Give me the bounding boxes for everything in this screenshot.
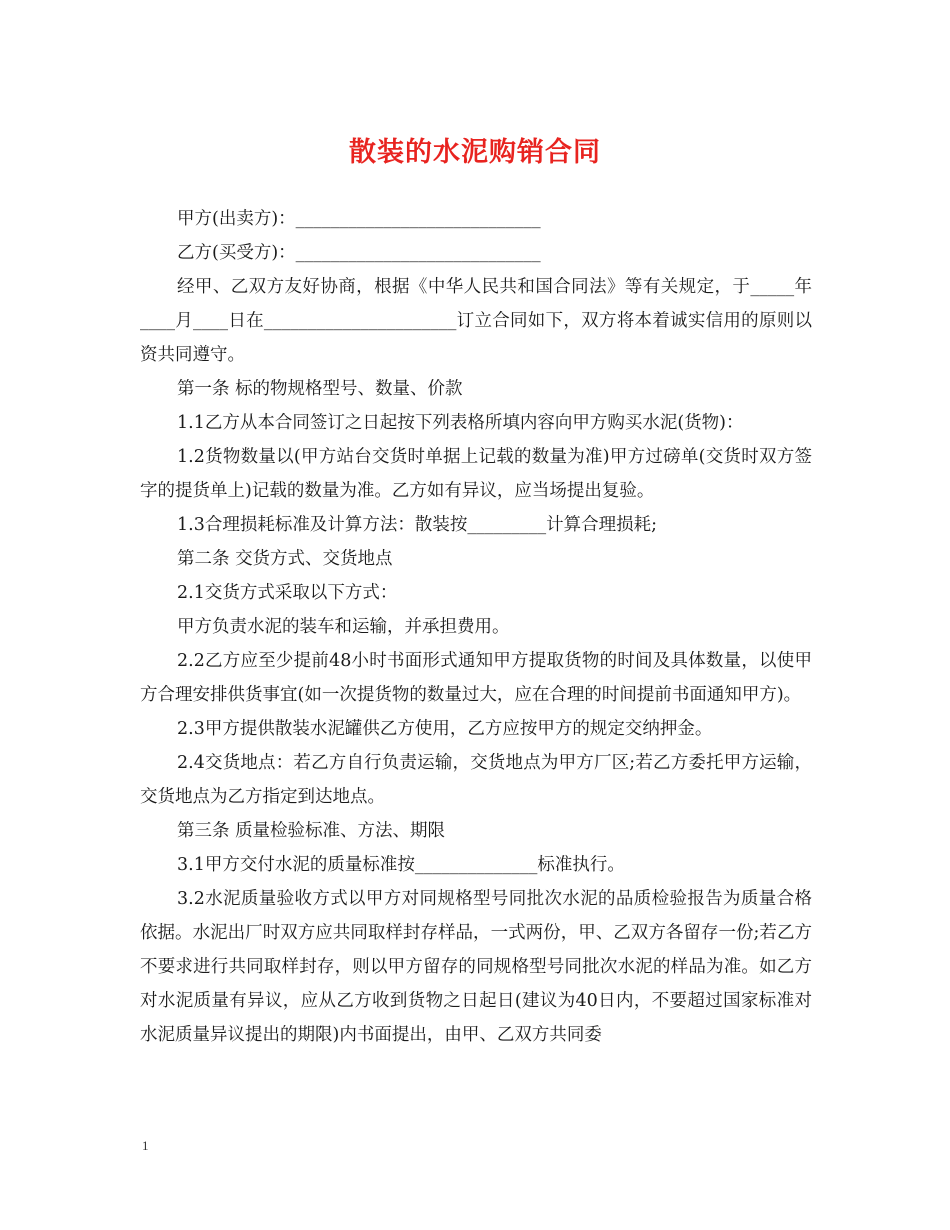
document-body xyxy=(140,202,812,1052)
clause-1-3: 1.3合理损耗标准及计算方法：散装按_________计算合理损耗; xyxy=(177,515,657,535)
clause-2-1-detail: 甲方负责水泥的装车和运输，并承担费用。 xyxy=(177,617,510,637)
clause-1-2: 1.2货物数量以(甲方站台交货时单据上记载的数量为准)甲方过磅单(交货时双方签字的提货单上)记载的数量为准。乙方如有异议，应当场提出复验。 xyxy=(140,447,812,501)
clause-3-1: 3.1甲方交付水泥的质量标准按______________标准执行。 xyxy=(177,855,625,875)
clause-3-2: 3.2水泥质量验收方式以甲方对同规格型号同批次水泥的品质检验报告为质量合格依据。水泥出厂时双方应共同取样封存样品，一式两份，甲、乙双方各留存一份;若乙方不要求进行共同取样封存，则以甲方留存的同规格型号同批次水泥的样品为准。如乙方对水泥质量有异议，应从乙方收到货物之日起日(建议为40日内，不要超过国家标准对水泥质量异议提出的期限)内书面提出，由甲、乙双方共同委 xyxy=(140,889,812,1045)
preamble-paragraph: 经甲、乙双方友好协商，根据《中华人民共和国合同法》等有关规定，于_____年____月____日在______________________订立合同如下，双方将本着诚实信用的原则以资共同遵守。 xyxy=(140,277,812,365)
clause-2-4: 2.4交货地点：若乙方自行负责运输，交货地点为甲方厂区;若乙方委托甲方运输，交货地点为乙方指定到达地点。 xyxy=(140,753,812,807)
clause-2-1: 2.1交货方式采取以下方式： xyxy=(177,583,398,603)
party-a-line: 甲方(出卖方)：____________________________ xyxy=(177,209,541,229)
party-b-line: 乙方(买受方)：____________________________ xyxy=(177,243,541,263)
clause-1-1: 1.1乙方从本合同签订之日起按下列表格所填内容向甲方购买水泥(货物)： xyxy=(177,413,744,433)
page-number: 1 xyxy=(142,1138,149,1153)
article-1-heading: 第一条 标的物规格型号、数量、价款 xyxy=(177,379,463,399)
article-3-heading: 第三条 质量检验标准、方法、期限 xyxy=(177,821,446,841)
clause-2-2: 2.2乙方应至少提前48小时书面形式通知甲方提取货物的时间及具体数量，以使甲方合理安排供货事宜(如一次提货物的数量过大，应在合理的时间提前书面通知甲方)。 xyxy=(140,651,812,705)
document-title: 散装的水泥购销合同 xyxy=(349,137,601,168)
clause-2-3: 2.3甲方提供散装水泥罐供乙方使用，乙方应按甲方的规定交纳押金。 xyxy=(177,719,713,739)
article-2-heading: 第二条 交货方式、交货地点 xyxy=(177,549,393,569)
